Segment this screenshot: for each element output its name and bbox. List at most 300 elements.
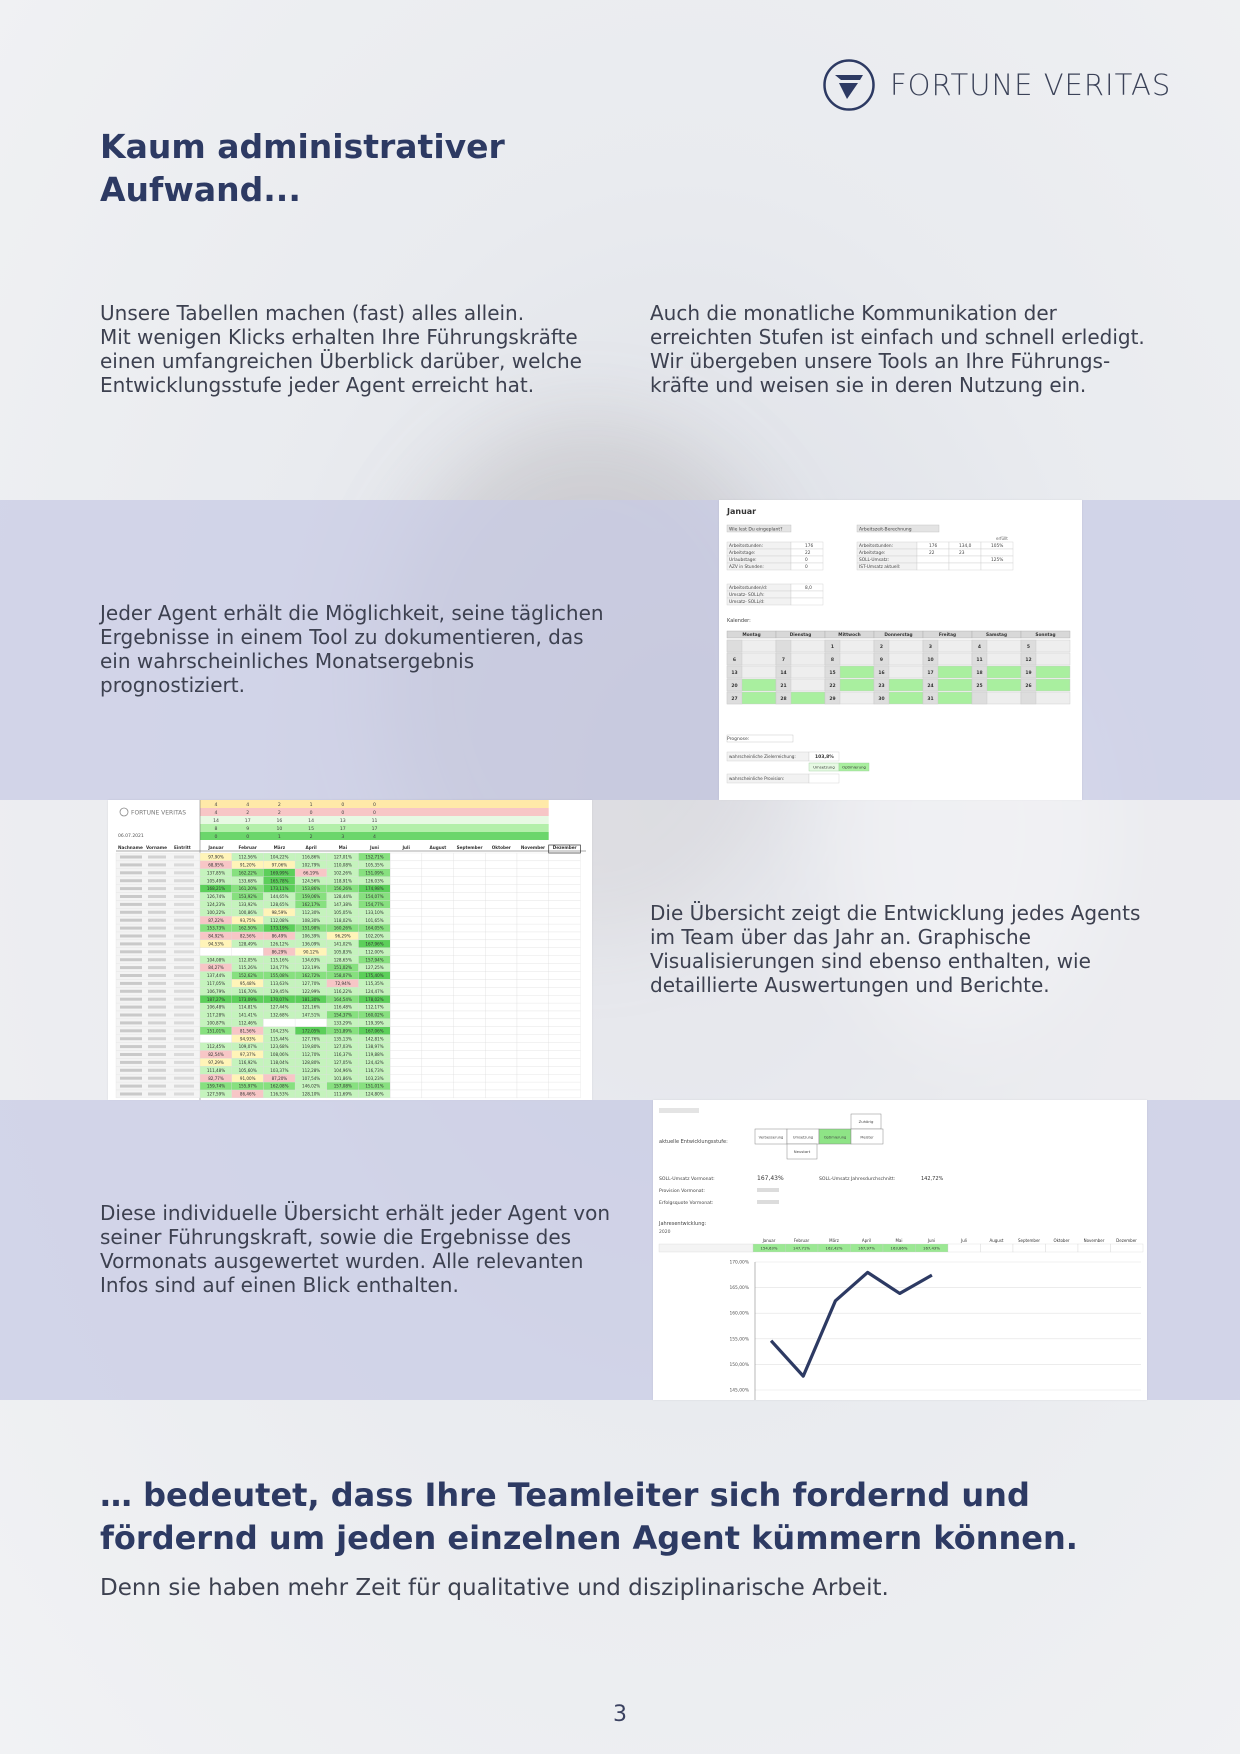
row-value: 155,97% bbox=[238, 1083, 257, 1089]
chart-y-tick: 160,00% bbox=[729, 1311, 749, 1317]
row-name-blurred bbox=[120, 927, 142, 930]
row-name-blurred bbox=[120, 966, 142, 969]
right-row-v3-cell bbox=[981, 549, 1013, 556]
right-box-header: Arbeitszeit-Berechnung bbox=[859, 527, 912, 533]
kpi-right-label: SOLL-Umsatz Jahresdurchschnitt: bbox=[819, 1177, 896, 1182]
row-value: 116,70% bbox=[238, 988, 257, 994]
row-value: 100,86% bbox=[238, 909, 257, 915]
row-firstname-blurred bbox=[148, 990, 166, 993]
calendar-day-number: 11 bbox=[976, 658, 983, 663]
row-value-cell bbox=[390, 1082, 422, 1090]
row-value-cell bbox=[454, 972, 486, 980]
row-value-cell bbox=[549, 1074, 581, 1082]
row-date-blurred bbox=[174, 1085, 194, 1088]
right-row-label: IST-Umsatz aktuell: bbox=[859, 565, 901, 570]
row-value: 153,92% bbox=[238, 894, 257, 900]
row-value-cell bbox=[517, 916, 549, 924]
row-value-cell bbox=[517, 1027, 549, 1035]
row-value-cell bbox=[517, 1003, 549, 1011]
row-value: 108,30% bbox=[301, 917, 321, 923]
row-value-cell bbox=[485, 900, 517, 908]
row-value-cell bbox=[485, 1011, 517, 1019]
row-value-cell bbox=[422, 948, 454, 956]
row-name-blurred bbox=[120, 1085, 142, 1088]
row-value: 173,19% bbox=[270, 925, 289, 931]
table-column-header: August bbox=[429, 845, 447, 850]
row-value-cell bbox=[485, 1035, 517, 1043]
row-date-blurred bbox=[174, 1029, 194, 1032]
section1-text: Jeder Agent erhält die Möglichkeit, seine täglichen Ergebnisse in einem Tool zu dokumentieren, das ein wahrscheinliches Monatsergebnis prognostiziert. bbox=[100, 601, 604, 697]
row-value: 164,54% bbox=[333, 996, 352, 1002]
row-value-cell bbox=[454, 956, 486, 964]
row-value: 151,02% bbox=[333, 965, 352, 971]
kpi-left-value: 167,43% bbox=[757, 1175, 784, 1182]
month-header: Februar bbox=[793, 1238, 810, 1243]
row-firstname-blurred bbox=[148, 1006, 166, 1009]
row-value: 124,56% bbox=[301, 878, 321, 884]
row-value: 118,04% bbox=[270, 1060, 289, 1065]
row-value-cell bbox=[200, 948, 232, 956]
row-value-cell bbox=[390, 1003, 422, 1011]
row-value-cell bbox=[485, 908, 517, 916]
month-row-name-cell bbox=[659, 1244, 753, 1252]
row-value: 112,00% bbox=[365, 949, 384, 955]
kpi-left-value-blurred bbox=[757, 1188, 779, 1192]
right-row-v2-cell bbox=[949, 556, 981, 563]
row-value: 126,74% bbox=[206, 894, 226, 900]
kpi-left-value-blurred bbox=[757, 1200, 779, 1204]
row-value: 128,10% bbox=[301, 1091, 321, 1097]
stufe-label: aktuelle Entwicklungsstufe: bbox=[659, 1139, 728, 1145]
row-value-cell bbox=[549, 964, 581, 972]
calendar-day-number: 12 bbox=[1025, 658, 1032, 663]
row-date-blurred bbox=[174, 927, 194, 930]
left-row2-label: Arbeitsstunden/d: bbox=[729, 586, 768, 591]
row-value-cell bbox=[517, 924, 549, 932]
row-value: 151,98% bbox=[301, 925, 321, 931]
row-value: 115,26% bbox=[238, 965, 257, 971]
row-value-cell bbox=[390, 1066, 422, 1074]
legend-value: 0 bbox=[309, 811, 313, 816]
row-value: 156,26% bbox=[333, 886, 352, 892]
right-row-v3-cell bbox=[981, 563, 1013, 570]
row-firstname-blurred bbox=[148, 974, 166, 977]
row-value-cell bbox=[454, 979, 486, 987]
row-value: 153,86% bbox=[301, 886, 321, 892]
row-firstname-blurred bbox=[148, 966, 166, 969]
row-value: 169,99% bbox=[270, 870, 289, 876]
row-value-cell bbox=[549, 972, 581, 980]
row-value-cell bbox=[517, 877, 549, 885]
row-value: 127,25% bbox=[365, 965, 384, 971]
row-value-cell bbox=[390, 893, 422, 901]
row-value: 161,20% bbox=[238, 886, 257, 892]
row-name-blurred bbox=[120, 1021, 142, 1024]
row-date-blurred bbox=[174, 958, 194, 961]
calendar-day-number: 22 bbox=[829, 684, 836, 689]
right-row-v1-cell bbox=[917, 563, 949, 570]
row-value-cell bbox=[390, 979, 422, 987]
row-value-cell bbox=[422, 861, 454, 869]
row-value-cell bbox=[549, 987, 581, 995]
row-name-blurred bbox=[120, 895, 142, 898]
row-value: 162,17% bbox=[301, 902, 321, 907]
intro-left-text: Unsere Tabellen machen (fast) alles allein. Mit wenigen Klicks erhalten Ihre Führungskräfte einen umfangreichen Überblick darüber, welche Entwicklungsstufe jeder Agent erreicht hat. bbox=[100, 301, 582, 397]
left-row2-value-cell bbox=[791, 591, 823, 598]
row-value-cell bbox=[485, 1082, 517, 1090]
row-name-blurred bbox=[120, 1006, 142, 1009]
row-value-cell bbox=[549, 979, 581, 987]
row-firstname-blurred bbox=[148, 879, 166, 882]
row-name-blurred bbox=[120, 871, 142, 874]
row-value-cell bbox=[390, 1051, 422, 1059]
legend-value: 10 bbox=[276, 827, 283, 832]
right-row-label: Arbeitsstunden: bbox=[859, 544, 894, 549]
left-box-header: Wie lest Du eingeplant? bbox=[729, 527, 783, 533]
legend-value: 16 bbox=[276, 819, 283, 824]
row-value-cell bbox=[485, 1003, 517, 1011]
row-date-blurred bbox=[174, 942, 194, 945]
row-value: 168,21% bbox=[206, 886, 226, 892]
row-value-cell bbox=[422, 932, 454, 940]
row-value: 112,17% bbox=[365, 1004, 384, 1010]
legend-value: 17 bbox=[371, 827, 378, 832]
row-firstname-blurred bbox=[148, 1061, 166, 1064]
weekday-header: Freitag bbox=[938, 633, 957, 639]
row-value-cell bbox=[549, 1003, 581, 1011]
row-value: 87,22% bbox=[208, 917, 224, 923]
daily-tool-screenshot bbox=[719, 500, 1082, 800]
calendar-day-num-cell bbox=[972, 692, 987, 704]
calendar-day-number: 14 bbox=[780, 671, 787, 676]
month-value: 147,71% bbox=[793, 1245, 810, 1251]
table-column-header: Juli bbox=[402, 845, 410, 850]
row-value: 113,63% bbox=[270, 981, 289, 986]
row-firstname-blurred bbox=[148, 1021, 166, 1024]
agent-overview-image bbox=[653, 1100, 1147, 1400]
row-value: 112,05% bbox=[238, 957, 257, 963]
right-small-label: erfüllt bbox=[996, 536, 1008, 541]
row-value: 96,29% bbox=[334, 933, 351, 939]
row-value-cell bbox=[549, 948, 581, 956]
fortune-veritas-logo-icon bbox=[822, 58, 876, 112]
row-value: 102,79% bbox=[301, 862, 321, 868]
table-logo-icon bbox=[120, 808, 128, 816]
row-value: 126,03% bbox=[365, 878, 384, 884]
row-value: 127,44% bbox=[270, 1004, 289, 1010]
row-value: 154,77% bbox=[365, 902, 384, 907]
row-name-blurred bbox=[120, 990, 142, 993]
row-name-blurred bbox=[120, 950, 142, 953]
table-column-header: April bbox=[305, 845, 317, 850]
calendar-day-number: 5 bbox=[1026, 645, 1031, 650]
row-value: 111,69% bbox=[333, 1091, 352, 1097]
row-date-blurred bbox=[174, 879, 194, 882]
row-value: 126,12% bbox=[270, 941, 289, 947]
row-value: 129,45% bbox=[270, 988, 289, 994]
row-value: 84,27% bbox=[208, 965, 224, 971]
row-value-cell bbox=[549, 924, 581, 932]
stufe-mid: Optimierung bbox=[823, 1135, 847, 1140]
row-firstname-blurred bbox=[148, 982, 166, 985]
month-header: August bbox=[989, 1238, 1004, 1243]
row-value-cell bbox=[454, 940, 486, 948]
table-column-header: Februar bbox=[238, 845, 257, 850]
row-value: 138,97% bbox=[365, 1044, 384, 1050]
row-value-cell bbox=[454, 916, 486, 924]
legend-value: 15 bbox=[308, 827, 315, 832]
left-row-label: Arbeitsstunden: bbox=[729, 544, 764, 549]
right-row-label: Arbeitstage: bbox=[859, 551, 886, 556]
row-value-cell bbox=[422, 1043, 454, 1051]
row-value: 128,49% bbox=[238, 941, 257, 947]
jahres-label: Jahresentwicklung: bbox=[659, 1221, 707, 1227]
row-value: 137,44% bbox=[206, 973, 226, 979]
row-value: 160,02% bbox=[365, 1012, 384, 1018]
legend-value: 17 bbox=[339, 827, 346, 832]
calendar-day-number: 25 bbox=[976, 684, 983, 689]
row-value-cell bbox=[390, 1090, 422, 1098]
row-value: 118,02% bbox=[333, 917, 352, 923]
row-value: 124,80% bbox=[365, 1091, 384, 1097]
row-value: 112,45% bbox=[206, 1044, 226, 1050]
row-value-cell bbox=[485, 916, 517, 924]
row-value: 157,94% bbox=[365, 957, 384, 963]
row-date-blurred bbox=[174, 903, 194, 906]
row-value-cell bbox=[549, 995, 581, 1003]
row-value-cell bbox=[549, 1082, 581, 1090]
row-value-cell bbox=[485, 972, 517, 980]
row-value: 147,38% bbox=[333, 902, 352, 907]
row-value-cell bbox=[549, 1066, 581, 1074]
row-value: 86,46% bbox=[239, 1091, 256, 1097]
row-value-cell bbox=[485, 932, 517, 940]
row-name-blurred bbox=[120, 863, 142, 866]
row-value: 97,90% bbox=[208, 854, 224, 860]
row-value: 172,05% bbox=[301, 1028, 321, 1034]
row-value: 119,88% bbox=[365, 1052, 384, 1058]
row-firstname-blurred bbox=[148, 1093, 166, 1096]
row-value: 117,28% bbox=[206, 1012, 226, 1018]
row-value-cell bbox=[390, 1058, 422, 1066]
calendar-day-number: 26 bbox=[1025, 684, 1032, 689]
calendar-day-number: 10 bbox=[927, 658, 934, 663]
row-value-cell bbox=[549, 877, 581, 885]
row-value-cell bbox=[549, 1051, 581, 1059]
weekday-header: Montag bbox=[742, 633, 761, 639]
row-value-cell bbox=[390, 964, 422, 972]
row-name-blurred bbox=[120, 998, 142, 1001]
row-value: 136,09% bbox=[301, 941, 321, 947]
legend-value: 9 bbox=[246, 827, 250, 832]
left-row-label: Arbeitstage: bbox=[729, 551, 756, 556]
row-value-cell bbox=[454, 924, 486, 932]
row-value: 112,30% bbox=[301, 909, 321, 915]
row-firstname-blurred bbox=[148, 1045, 166, 1048]
row-value: 142,81% bbox=[365, 1036, 384, 1042]
row-date-blurred bbox=[174, 887, 194, 890]
row-value-cell bbox=[422, 924, 454, 932]
row-date-blurred bbox=[174, 895, 194, 898]
left-row2-value-cell bbox=[791, 598, 823, 605]
conclusion-subtitle: Denn sie haben mehr Zeit für qualitative und disziplinarische Arbeit. bbox=[100, 1575, 889, 1601]
row-value-cell bbox=[454, 1074, 486, 1082]
row-value-cell bbox=[549, 861, 581, 869]
row-value-cell bbox=[454, 1082, 486, 1090]
row-value: 94,93% bbox=[239, 1036, 256, 1042]
row-value-cell bbox=[485, 979, 517, 987]
row-value-cell bbox=[485, 924, 517, 932]
left-row2-value: 8,0 bbox=[805, 586, 812, 591]
row-value: 133,92% bbox=[238, 902, 257, 907]
calendar-day-number: 24 bbox=[927, 684, 934, 689]
row-value: 116,73% bbox=[365, 1067, 384, 1073]
row-value: 116,37% bbox=[333, 1052, 352, 1058]
row-value-cell bbox=[454, 1090, 486, 1098]
row-value: 98,59% bbox=[271, 909, 288, 915]
calendar-day-number: 30 bbox=[878, 697, 885, 702]
row-value: 66,19% bbox=[303, 870, 319, 876]
row-value-cell bbox=[422, 987, 454, 995]
month-header: Oktober bbox=[1053, 1238, 1070, 1243]
calendar-day-number: 17 bbox=[927, 671, 934, 676]
row-value: 128,44% bbox=[333, 894, 352, 900]
row-value-cell bbox=[454, 948, 486, 956]
row-firstname-blurred bbox=[148, 942, 166, 945]
left-row-value: 0 bbox=[805, 558, 808, 563]
row-name-blurred bbox=[120, 942, 142, 945]
row-value: 122,99% bbox=[301, 988, 321, 994]
row-value-cell bbox=[454, 861, 486, 869]
month-header: Mai bbox=[895, 1238, 903, 1243]
calendar-day-number: 27 bbox=[731, 697, 738, 702]
kpi-left-label: Erfolgsquote Vormonat: bbox=[659, 1201, 714, 1206]
prog-row-label: wahrscheinliche Zielerreichung: bbox=[729, 754, 796, 759]
month-value: 162,42% bbox=[825, 1245, 843, 1251]
row-value-cell bbox=[549, 1027, 581, 1035]
row-value-cell bbox=[517, 1090, 549, 1098]
legend-value: 14 bbox=[213, 819, 219, 824]
row-value: 116,48% bbox=[333, 1004, 352, 1010]
legend-value: 0 bbox=[341, 803, 345, 808]
row-value-cell bbox=[422, 979, 454, 987]
right-row-v1: 176 bbox=[929, 544, 938, 549]
calendar-day-number: 31 bbox=[927, 697, 934, 702]
calendar-day-number: 18 bbox=[976, 671, 983, 676]
agent-overview-screenshot bbox=[653, 1100, 1147, 1400]
row-date-blurred bbox=[174, 982, 194, 985]
calendar-day-number: 23 bbox=[878, 684, 885, 689]
row-value: 128,65% bbox=[270, 902, 289, 907]
right-row-label: SOLL-Umsatz: bbox=[859, 558, 889, 563]
calendar-day-number: 16 bbox=[878, 671, 885, 676]
row-value-cell bbox=[390, 956, 422, 964]
row-value: 159,74% bbox=[206, 1083, 226, 1089]
stufe-mid: Verbesserung bbox=[758, 1135, 784, 1140]
row-value-cell bbox=[517, 948, 549, 956]
row-value-cell bbox=[517, 1011, 549, 1019]
legend-value: 2 bbox=[277, 803, 281, 808]
row-value-cell bbox=[549, 885, 581, 893]
row-value: 112,70% bbox=[301, 1052, 321, 1058]
row-value: 128,65% bbox=[333, 957, 352, 963]
legend-value: 0 bbox=[373, 811, 376, 816]
row-date-blurred bbox=[174, 1021, 194, 1024]
row-value: 162,72% bbox=[301, 973, 321, 979]
legend-value: 4 bbox=[214, 803, 218, 808]
row-value-cell bbox=[517, 995, 549, 1003]
row-value-cell bbox=[422, 1058, 454, 1066]
weekday-header: Mittwoch bbox=[838, 633, 861, 639]
row-value-cell bbox=[390, 1035, 422, 1043]
row-value: 181,30% bbox=[301, 996, 321, 1002]
row-value-cell bbox=[485, 1043, 517, 1051]
row-value-cell bbox=[517, 869, 549, 877]
row-value: 84,92% bbox=[208, 933, 224, 939]
legend-value: 2 bbox=[309, 835, 313, 840]
chart-y-tick: 165,00% bbox=[729, 1286, 749, 1292]
row-value-cell bbox=[390, 1074, 422, 1082]
row-value: 112,46% bbox=[238, 1020, 257, 1026]
left-row-value: 176 bbox=[805, 544, 814, 549]
row-value: 106,79% bbox=[206, 988, 226, 994]
row-value: 90,12% bbox=[303, 949, 319, 955]
row-value-cell bbox=[390, 853, 422, 861]
row-value-cell bbox=[390, 877, 422, 885]
table-column-header: Oktober bbox=[491, 845, 511, 850]
row-value-cell bbox=[549, 956, 581, 964]
row-value: 106,48% bbox=[206, 1004, 226, 1010]
row-value-cell bbox=[422, 853, 454, 861]
legend-value: 14 bbox=[308, 819, 315, 824]
row-value-cell bbox=[422, 1027, 454, 1035]
row-value-cell bbox=[390, 924, 422, 932]
row-value-cell bbox=[454, 1003, 486, 1011]
row-name-blurred bbox=[120, 1029, 142, 1032]
row-name-blurred bbox=[120, 935, 142, 938]
table-column-header: März bbox=[273, 845, 286, 850]
row-firstname-blurred bbox=[148, 919, 166, 922]
calendar-day-number: 8 bbox=[830, 658, 835, 663]
row-firstname-blurred bbox=[148, 1085, 166, 1088]
row-date-blurred bbox=[174, 990, 194, 993]
legend-value: 2 bbox=[246, 811, 250, 816]
row-value-cell bbox=[549, 853, 581, 861]
row-value: 154,07% bbox=[365, 894, 384, 900]
month-value: 167,97% bbox=[858, 1245, 875, 1251]
row-value-cell bbox=[549, 940, 581, 948]
row-value: 115,44% bbox=[270, 1036, 289, 1042]
row-value-cell bbox=[422, 1082, 454, 1090]
row-value-cell bbox=[422, 964, 454, 972]
month-header: Dezember bbox=[1116, 1238, 1137, 1243]
row-value-cell bbox=[485, 940, 517, 948]
row-value: 106,39% bbox=[301, 933, 321, 939]
row-value-cell bbox=[422, 940, 454, 948]
row-value-cell bbox=[454, 995, 486, 1003]
row-value-cell bbox=[390, 1011, 422, 1019]
row-date-blurred bbox=[174, 1014, 194, 1017]
right-row-v3: 105% bbox=[991, 544, 1004, 549]
page-title: Kaum administrativer Aufwand... bbox=[100, 127, 505, 209]
row-value-cell bbox=[454, 893, 486, 901]
daily-tool-image bbox=[719, 500, 1082, 800]
month-value-cell bbox=[948, 1244, 981, 1252]
row-value-cell bbox=[263, 1019, 295, 1027]
row-date-blurred bbox=[174, 1006, 194, 1009]
row-value: 152,62% bbox=[238, 973, 257, 979]
row-value-cell bbox=[295, 1019, 327, 1027]
